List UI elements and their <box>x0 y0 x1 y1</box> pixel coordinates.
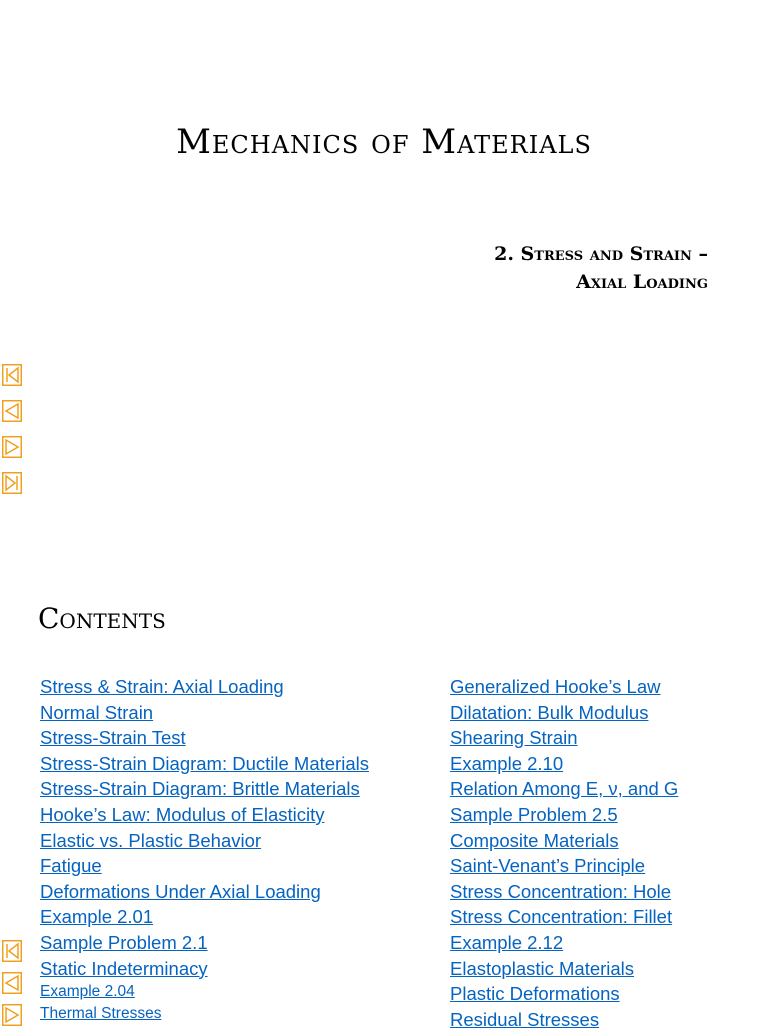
toc-link[interactable]: Sample Problem 2.5 <box>450 803 618 825</box>
toc-link[interactable]: Stress Concentration: Fillet <box>450 906 673 928</box>
toc-link[interactable]: Shearing Strain <box>450 727 578 749</box>
toc-item <box>450 904 678 930</box>
toc-link[interactable]: Hooke’s Law: Modulus of Elasticity <box>40 803 325 825</box>
toc-link[interactable]: Static Indeterminacy <box>40 957 208 979</box>
toc-item <box>450 930 678 956</box>
toc-link[interactable]: Thermal Stresses <box>40 1005 162 1023</box>
toc-link[interactable]: Sample Problem 2.1 <box>40 931 208 953</box>
toc-item <box>40 751 369 777</box>
toc-item <box>450 981 678 1007</box>
toc-link[interactable]: Stress-Strain Test <box>40 727 186 749</box>
toc-link[interactable]: Deformations Under Axial Loading <box>40 880 321 902</box>
toc-link[interactable]: Stress Concentration: Hole <box>450 880 672 902</box>
toc-item <box>40 776 369 802</box>
toc-item <box>450 700 678 726</box>
toc-item <box>450 879 678 905</box>
toc-link[interactable]: Example 2.04 <box>40 983 135 1001</box>
chapter-subtitle-line-1: 2. Stress and Strain – <box>494 243 708 265</box>
toc-link[interactable]: Example 2.01 <box>40 906 154 928</box>
toc-link[interactable]: Dilatation: Bulk Modulus <box>450 701 649 723</box>
toc-item <box>40 1003 369 1025</box>
slide-navigation <box>2 940 22 1036</box>
toc-link[interactable]: Composite Materials <box>450 829 619 851</box>
toc-link[interactable]: Example 2.10 <box>450 752 564 774</box>
toc-item <box>40 700 369 726</box>
slide-navigation <box>2 364 22 508</box>
last-slide-icon[interactable] <box>2 472 22 494</box>
contents-heading: Contents <box>38 602 166 635</box>
toc-item <box>40 853 369 879</box>
toc-link[interactable]: Saint-Venant’s Principle <box>450 855 646 877</box>
toc-item <box>450 802 678 828</box>
toc-item <box>40 956 369 982</box>
toc-item <box>40 828 369 854</box>
toc-link[interactable]: Generalized Hooke’s Law <box>450 676 661 697</box>
toc-link[interactable]: Stress-Strain Diagram: Brittle Materials <box>40 778 360 800</box>
toc-left-column <box>40 674 369 1025</box>
toc-link[interactable]: Plastic Deformations <box>450 983 620 1005</box>
chapter-subtitle <box>288 240 708 296</box>
main-title: Mechanics of Materials <box>176 122 592 162</box>
next-slide-icon[interactable] <box>2 1004 22 1026</box>
contents-slide <box>0 566 768 1030</box>
toc-right-column <box>450 674 678 1032</box>
toc-item <box>450 776 678 802</box>
toc-link[interactable]: Residual Stresses <box>450 1008 600 1030</box>
toc-item <box>40 674 369 700</box>
toc-item <box>40 930 369 956</box>
chapter-subtitle-line-2: Axial Loading <box>576 271 708 293</box>
toc-item <box>450 853 678 879</box>
toc-item <box>40 802 369 828</box>
toc-item <box>40 879 369 905</box>
first-slide-icon[interactable] <box>2 940 22 962</box>
toc-link[interactable]: Relation Among E, ν, and G <box>450 778 679 800</box>
toc-link[interactable]: Normal Strain <box>40 701 154 723</box>
toc-item <box>450 751 678 777</box>
toc-item <box>450 674 678 700</box>
toc-item <box>450 956 678 982</box>
toc-item <box>40 981 369 1003</box>
previous-slide-icon[interactable] <box>2 972 22 994</box>
toc-link[interactable]: Stress & Strain: Axial Loading <box>40 676 284 697</box>
previous-slide-icon[interactable] <box>2 400 22 422</box>
first-slide-icon[interactable] <box>2 364 22 386</box>
toc-link[interactable]: Elastoplastic Materials <box>450 957 635 979</box>
toc-item <box>40 904 369 930</box>
toc-link[interactable]: Example 2.12 <box>450 931 564 953</box>
toc-item <box>40 725 369 751</box>
toc-item <box>450 725 678 751</box>
toc-item <box>450 828 678 854</box>
toc-link[interactable]: Stress-Strain Diagram: Ductile Materials <box>40 752 369 774</box>
toc-link[interactable]: Elastic vs. Plastic Behavior <box>40 829 262 851</box>
next-slide-icon[interactable] <box>2 436 22 458</box>
toc-link[interactable]: Fatigue <box>40 855 102 877</box>
toc-item <box>450 1007 678 1033</box>
